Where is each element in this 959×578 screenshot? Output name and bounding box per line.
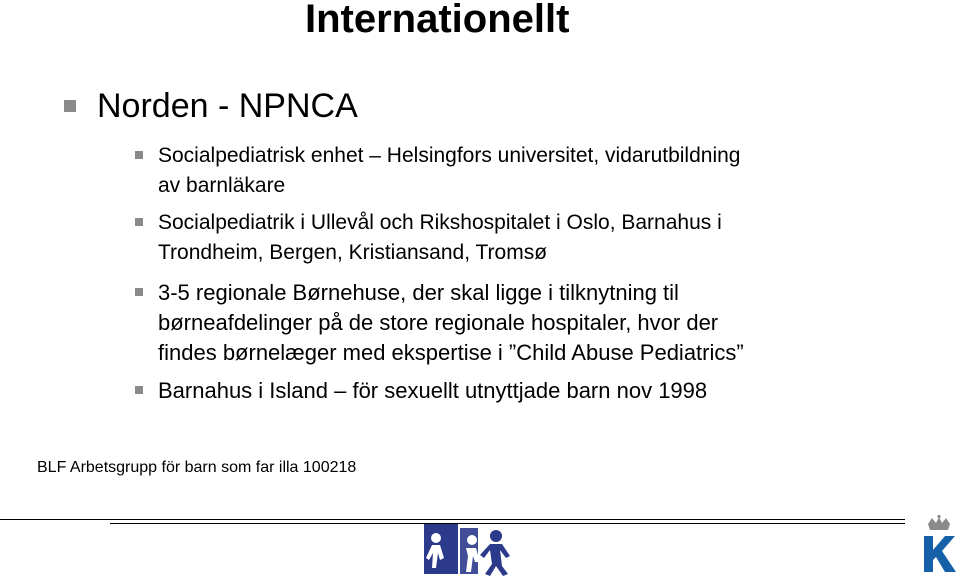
sub-bullet-3 xyxy=(158,278,744,368)
blf-logo-icon xyxy=(420,520,515,578)
square-bullet-icon xyxy=(135,218,143,226)
footer-text: BLF Arbetsgrupp för barn som far illa 100218 xyxy=(37,459,357,476)
sub-bullet-line: findes børnelæger med ekspertise i ”Child Abuse Pediatrics” xyxy=(158,340,744,365)
sub-bullet-line: børneafdelinger på de store regionale hospitaler, hvor der xyxy=(158,310,719,335)
k-logo-icon xyxy=(920,514,958,576)
sub-bullet-line: Socialpediatrik i Ullevål och Rikshospitalet i Oslo, Barnahus i xyxy=(158,211,722,234)
square-bullet-icon xyxy=(64,100,76,112)
sub-bullet-line: Trondheim, Bergen, Kristiansand, Tromsø xyxy=(158,241,548,264)
square-bullet-icon xyxy=(135,151,143,159)
sub-bullet-4 xyxy=(158,376,707,406)
sub-bullet-line: av barnläkare xyxy=(158,174,286,197)
main-bullet-text: Norden - NPNCA xyxy=(97,87,358,125)
square-bullet-icon xyxy=(135,386,143,394)
sub-bullet-line: Socialpediatrisk enhet – Helsingfors universitet, vidarutbildning xyxy=(158,144,741,167)
sub-bullet-1 xyxy=(158,141,740,201)
sub-bullet-line: Barnahus i Island – för sexuellt utnyttjade barn nov 1998 xyxy=(158,378,708,403)
main-bullet xyxy=(64,86,358,126)
square-bullet-icon xyxy=(135,288,143,296)
sub-bullet-line: 3-5 regionale Børnehuse, der skal ligge i tilknytning til xyxy=(158,280,679,305)
slide-title: Internationellt xyxy=(305,0,570,41)
sub-bullet-2 xyxy=(158,208,722,268)
